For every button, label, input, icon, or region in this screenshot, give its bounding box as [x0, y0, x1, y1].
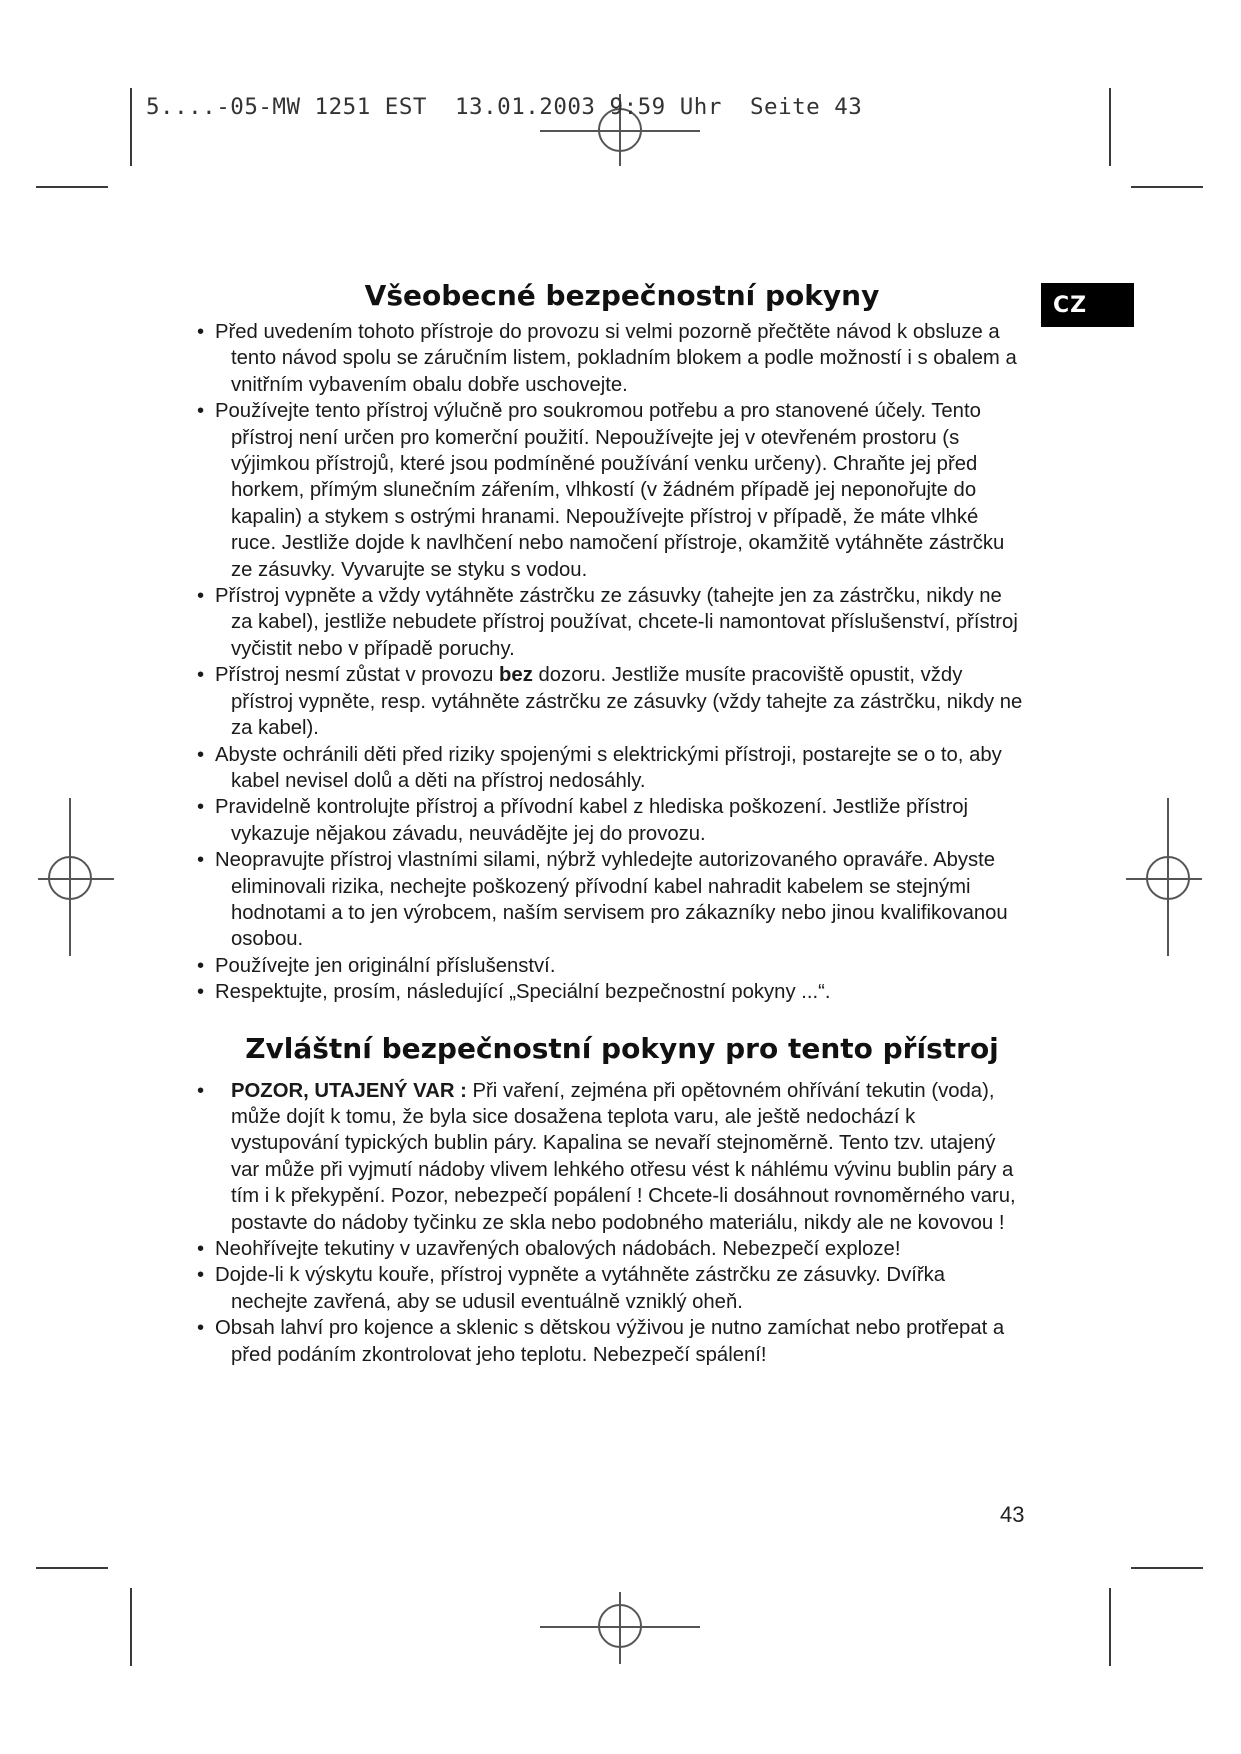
crop-mark: [130, 1588, 132, 1666]
crop-mark: [1131, 1567, 1203, 1569]
crop-mark: [130, 88, 132, 166]
section-title-general-safety: Všeobecné bezpečnostní pokyny: [364, 279, 880, 312]
list-item: • Pravidelně kontrolujte přístroj a přívodní kabel z hlediska poškození. Jestliže přístroj vykazuje nějakou závadu, neuvádějte jej do provozu.: [197, 796, 969, 845]
general-safety-list: [197, 319, 1027, 1006]
crop-mark: [1131, 186, 1203, 188]
list-item-warning: • POZOR, UTAJENÝ VAR : Při vaření, zejména při opětovném ohřívání tekutin (voda), může dojít k tomu, že byla sice dosažena teplota varu, ale ještě nedochází k vystupování typických bublin páry. Kapalina se nevaří stejnoměrně. Tento tzv. utajený var může při vyjmutí nádoby vlivem lehkého otřesu vést k náhlému vývinu bublin páry a tím i k překypění. Pozor, nebezpečí popálení ! Chcete-li dosáhnout rovnoměrného varu, postavte do nádoby tyčinku ze skla nebo podobného materiálu, nikdy ale ne kovovou !: [197, 1079, 1016, 1234]
crop-mark: [36, 1567, 108, 1569]
special-safety-list: [197, 1078, 1027, 1368]
crop-mark: [36, 186, 108, 188]
crop-mark: [1109, 1588, 1111, 1666]
list-item: • Dojde-li k výskytu kouře, přístroj vypněte a vytáhněte zástrčku ze zásuvky. Dvířka nechejte zavřená, aby se udusil eventuálně vzniklý oheň.: [197, 1264, 946, 1313]
page-number: 43: [1000, 1502, 1025, 1527]
list-item: • Používejte jen originální příslušenství.: [197, 954, 556, 977]
list-item: • Před uvedením tohoto přístroje do provozu si velmi pozorně přečtěte návod k obsluze a tento návod spolu se záručním listem, pokladním blokem a podle možností i s obalem a vnitřním vybavením obalu dobře uschovejte.: [197, 321, 1017, 396]
list-item: • Respektujte, prosím, následující „Speciální bezpečnostní pokyny ...“.: [197, 981, 831, 1004]
list-item: • Neopravujte přístroj vlastními silami, nýbrž vyhledejte autorizovaného opraváře. Abyste eliminovali rizika, nechejte poškozený přívodní kabel nahradit kabelem se stejnými hodnotami a to jen výrobcem, naším servisem pro zákazníky nebo jinou kvalifikovanou osobou.: [197, 849, 1008, 951]
print-slug: 5....-05-MW 1251 EST 13.01.2003 9:59 Uhr Seite 43: [146, 94, 863, 120]
list-item: • Obsah lahví pro kojence a sklenic s dětskou výživou je nutno zamíchat nebo protřepat a před podáním zkontrolovat jeho teplotu. Nebezpečí spálení!: [197, 1317, 1005, 1366]
warning-heading: POZOR, UTAJENÝ VAR :: [231, 1079, 467, 1102]
language-tab: CZ: [1041, 283, 1134, 327]
section-title-special-safety: Zvláštní bezpečnostní pokyny pro tento přístroj: [245, 1031, 999, 1065]
crop-mark: [1109, 88, 1111, 166]
list-item: • Neohřívejte tekutiny v uzavřených obalových nádobách. Nebezpečí exploze!: [197, 1238, 901, 1260]
list-item: • Abyste ochránili děti před riziky spojenými s elektrickými přístroji, postarejte se o to, aby kabel nevisel dolů a děti na přístroj nedosáhly.: [197, 743, 1002, 792]
list-item: • Přístroj nesmí zůstat v provozu bez dozoru. Jestliže musíte pracoviště opustit, vždy přístroj vypněte, resp. vytáhněte zástrčku ze zásuvky (vždy tahejte za zástrčku, nikdy ne za kabel).: [197, 664, 1023, 740]
list-item: • Přístroj vypněte a vždy vytáhněte zástrčku ze zásuvky (tahejte jen za zástrčku, nikdy ne za kabel), jestliže nebudete přístroj používat, chcete-li namontovat příslušenství, přístroj vyčistit nebo v případě poruchy.: [197, 585, 1018, 660]
document-body: [197, 275, 1027, 1368]
list-item: • Používejte tento přístroj výlučně pro soukromou potřebu a pro stanovené účely. Tento přístroj není určen pro komerční použití. Nepoužívejte jej v otevřeném prostoru (s výjimkou přístrojů, které jsou podmíněné používání venku určeny). Chraňte jej před horkem, přímým slunečním zářením, vlhkostí (v žádném případě jej neponořujte do kapalin) a stykem s ostrými hranami. Nepoužívejte přístroj v případě, že máte vlhké ruce. Jestliže dojde k navlhčení nebo namočení přístroje, okamžitě vytáhněte zástrčku ze zásuvky. Vyvarujte se styku s vodou.: [197, 400, 1005, 581]
